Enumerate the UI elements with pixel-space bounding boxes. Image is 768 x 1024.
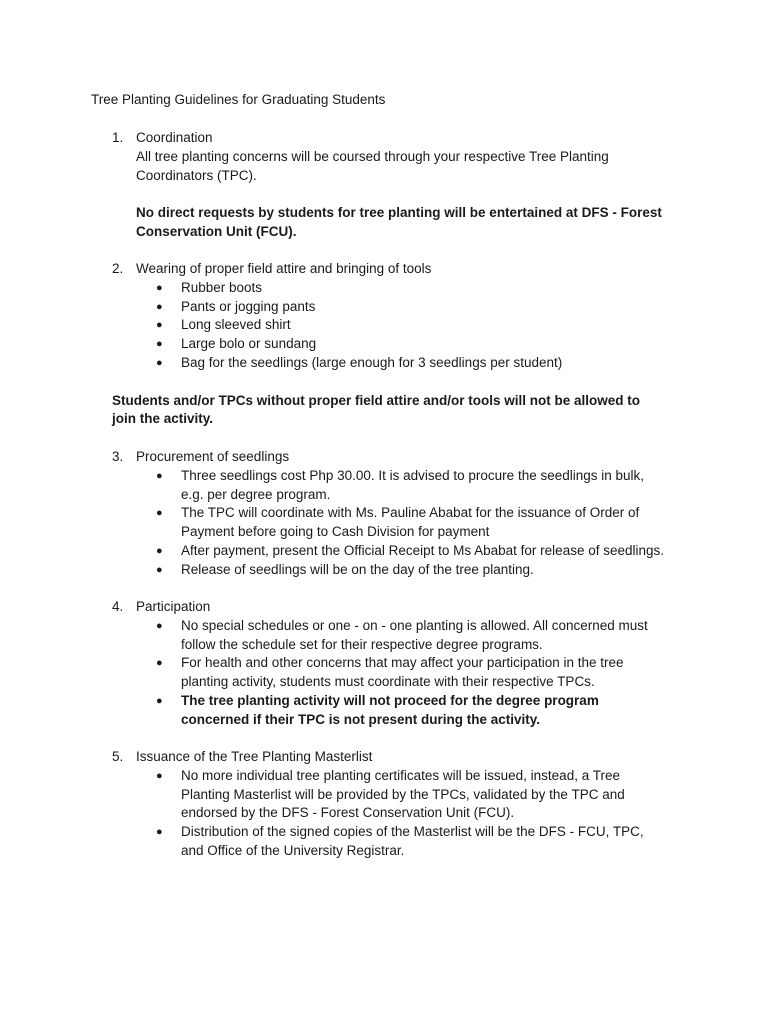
bullet-icon: ● <box>156 563 163 576</box>
section-number: 4. <box>112 599 124 614</box>
bullet-icon: ● <box>156 694 163 707</box>
bullet-icon: ● <box>156 657 163 670</box>
bullet-icon: ● <box>156 319 163 332</box>
list-item <box>156 767 681 823</box>
list-item <box>156 354 681 373</box>
list-item-text: Bag for the seedlings (large enough for 3 seedlings per student) <box>181 354 563 370</box>
important-note <box>112 392 702 430</box>
list-item <box>156 823 681 861</box>
section-heading <box>112 260 702 279</box>
list-item-text: Rubber boots <box>181 279 263 295</box>
section-number: 3. <box>112 449 124 464</box>
section-participation <box>112 598 702 730</box>
list-item <box>156 654 681 692</box>
bullet-icon: ● <box>156 281 163 294</box>
list-item-line: After payment, present the Official Receipt to Ms Ababat for release of seedlings. <box>181 542 665 558</box>
bullet-icon: ● <box>156 544 163 557</box>
bullet-list <box>156 279 702 373</box>
document-title: Tree Planting Guidelines for Graduating Students <box>91 92 386 107</box>
section-heading <box>112 748 702 767</box>
bullet-icon: ● <box>156 826 163 839</box>
list-item-text: Large bolo or sundang <box>181 336 317 352</box>
section-masterlist <box>112 748 702 861</box>
list-item <box>156 467 681 505</box>
section-title: Issuance of the Tree Planting Masterlist <box>136 749 373 764</box>
bullet-icon: ● <box>156 356 163 369</box>
paragraph-line: Coordinators (TPC). <box>136 167 257 183</box>
list-item-line: e.g. per degree program. <box>181 486 331 502</box>
bullet-icon: ● <box>156 769 163 782</box>
important-note <box>136 204 702 242</box>
section-procurement <box>112 448 702 580</box>
section-attire-tools <box>112 260 702 429</box>
list-item-line: Payment before going to Cash Division for payment <box>181 524 490 540</box>
bullet-list <box>156 467 702 580</box>
list-item <box>156 561 681 580</box>
section-title: Coordination <box>136 130 213 145</box>
list-item-line: No more individual tree planting certificates will be issued, instead, a Tree <box>181 767 620 783</box>
list-item-line: The tree planting activity will not proceed for the degree program <box>181 692 599 708</box>
bullet-list <box>156 617 702 730</box>
list-item-line: Planting Masterlist will be provided by the TPCs, validated by the TPC and <box>181 786 625 802</box>
list-item-line: endorsed by the DFS - Forest Conservation Unit (FCU). <box>181 805 515 821</box>
list-item <box>156 692 681 730</box>
section-number: 2. <box>112 261 124 276</box>
note-line: No direct requests by students for tree planting will be entertained at DFS - Forest <box>136 205 662 221</box>
section-title: Wearing of proper field attire and bringing of tools <box>136 261 432 276</box>
section-number: 1. <box>112 130 124 145</box>
paragraph-line: All tree planting concerns will be coursed through your respective Tree Planting <box>136 148 609 164</box>
section-heading <box>112 129 702 148</box>
list-item-line: The TPC will coordinate with Ms. Pauline Ababat for the issuance of Order of <box>181 505 640 521</box>
bullet-icon: ● <box>156 507 163 520</box>
list-item <box>156 335 681 354</box>
list-item-text: Pants or jogging pants <box>181 298 316 314</box>
bullet-list <box>156 767 702 861</box>
bullet-icon: ● <box>156 300 163 313</box>
list-item <box>156 504 681 542</box>
list-item-text: Long sleeved shirt <box>181 317 291 333</box>
section-heading <box>112 598 702 617</box>
list-item <box>156 542 681 561</box>
section-body <box>136 148 702 242</box>
bullet-icon: ● <box>156 619 163 632</box>
list-item-line: No special schedules or one - on - one planting is allowed. All concerned must <box>181 617 648 633</box>
list-item-line: Distribution of the signed copies of the Masterlist will be the DFS - FCU, TPC, <box>181 824 644 840</box>
bullet-icon: ● <box>156 469 163 482</box>
list-item-line: planting activity, students must coordinate with their respective TPCs. <box>181 674 595 690</box>
list-item-line: and Office of the University Registrar. <box>181 842 405 858</box>
note-line: Conservation Unit (FCU). <box>136 223 297 239</box>
section-coordination <box>112 129 702 242</box>
list-item <box>156 617 681 655</box>
paragraph <box>136 148 702 186</box>
section-number: 5. <box>112 749 124 764</box>
list-item-line: Release of seedlings will be on the day of the tree planting. <box>181 561 534 577</box>
section-heading <box>112 448 702 467</box>
list-item <box>156 316 681 335</box>
list-item-line: concerned if their TPC is not present during the activity. <box>181 711 541 727</box>
note-line: join the activity. <box>112 411 214 427</box>
bullet-icon: ● <box>156 338 163 351</box>
note-line: Students and/or TPCs without proper field attire and/or tools will not be allowed to <box>112 392 641 408</box>
list-item <box>156 298 681 317</box>
section-title: Participation <box>136 599 211 614</box>
list-item <box>156 279 681 298</box>
list-item-line: Three seedlings cost Php 30.00. It is advised to procure the seedlings in bulk, <box>181 467 645 483</box>
list-item-line: For health and other concerns that may affect your participation in the tree <box>181 655 624 671</box>
section-title: Procurement of seedlings <box>136 449 290 464</box>
list-item-line: follow the schedule set for their respective degree programs. <box>181 636 543 652</box>
